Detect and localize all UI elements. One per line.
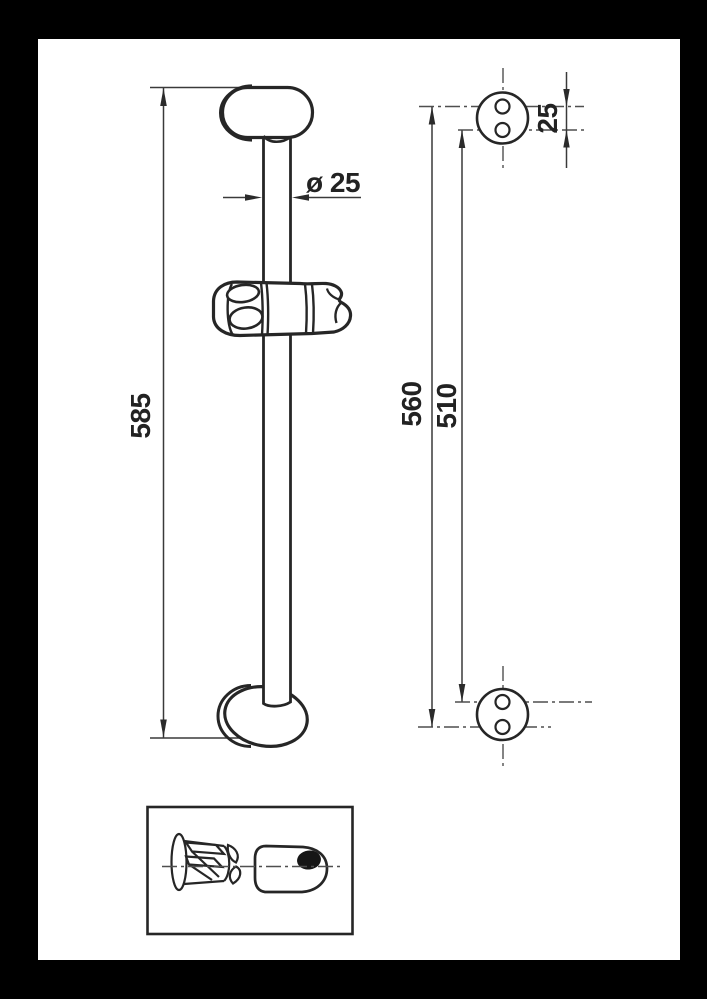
label-rail-length: 585 bbox=[125, 393, 156, 439]
label-plate-hole-spacing: 25 bbox=[532, 103, 563, 134]
top-wall-bracket bbox=[221, 86, 313, 142]
label-hole-distance-outer: 560 bbox=[396, 381, 427, 427]
label-rail-diameter: ø 25 bbox=[305, 167, 361, 198]
screw-hole bbox=[496, 123, 510, 137]
screw-hole bbox=[496, 100, 510, 114]
screw-hole bbox=[496, 695, 510, 709]
handset-slider bbox=[214, 282, 351, 336]
top-mounting-plate bbox=[477, 93, 528, 144]
label-hole-distance-inner: 510 bbox=[431, 383, 462, 429]
bracket-cover-cap bbox=[255, 846, 327, 892]
rail-tube bbox=[264, 133, 291, 706]
bracket-body bbox=[223, 88, 313, 138]
anchor-flange bbox=[172, 834, 187, 890]
hardware-inset-box bbox=[148, 807, 353, 934]
screw-hole bbox=[496, 720, 510, 734]
bottom-mounting-plate bbox=[477, 689, 528, 740]
